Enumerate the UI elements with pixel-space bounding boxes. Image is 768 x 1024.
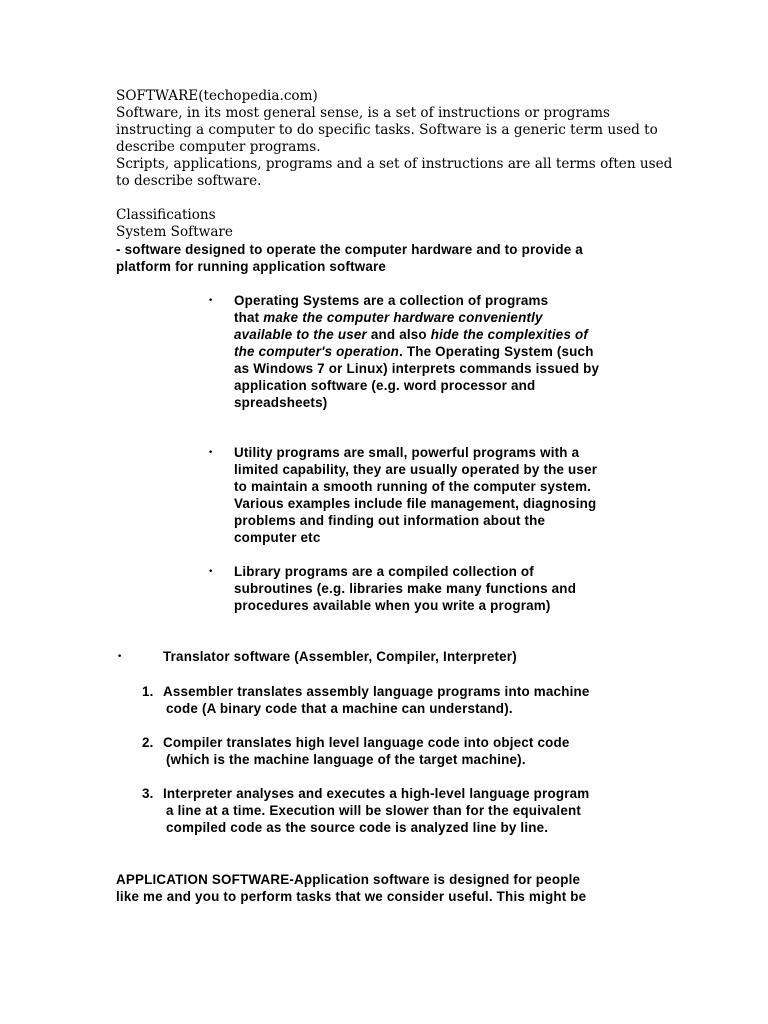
library-line: procedures available when you write a program) — [234, 598, 551, 613]
bullet-icon: • — [208, 296, 214, 306]
system-software-heading: System Software — [116, 224, 233, 240]
os-line: as Windows 7 or Linux) interprets commands issued by — [234, 361, 600, 376]
title-source: (techopedia.com) — [198, 88, 318, 104]
utility-line: limited capability, they are usually operated by the user — [234, 462, 598, 477]
translator-item-line: Interpreter analyses and executes a high-level language program — [163, 786, 590, 801]
system-software-description: platform for running application software — [116, 259, 387, 274]
title-main: SOFTWARE — [116, 88, 199, 104]
document-title — [116, 88, 318, 105]
utility-line: Utility programs are small, powerful programs with a — [234, 445, 580, 460]
os-line: spreadsheets) — [234, 395, 328, 410]
os-emphasis: make the computer hardware conveniently — [263, 310, 543, 325]
bullet-icon: • — [208, 567, 214, 577]
application-line: APPLICATION SOFTWARE-Application software is designed for people — [116, 872, 581, 887]
classifications-heading: Classifications — [116, 207, 216, 223]
library-line: Library programs are a compiled collection of — [234, 564, 534, 579]
list-number: 2. — [142, 735, 154, 750]
intro-line: Software, in its most general sense, is a set of instructions or programs — [116, 105, 610, 121]
translator-item-line: compiled code as the source code is analyzed line by line. — [166, 820, 549, 835]
bullet-icon: • — [208, 448, 214, 458]
os-line — [234, 343, 594, 360]
translator-item-line: (which is the machine language of the target machine). — [166, 752, 526, 767]
utility-line: computer etc — [234, 530, 321, 545]
application-line: like me and you to perform tasks that we consider useful. This might be — [116, 889, 587, 904]
os-emphasis: the computer's operation — [234, 344, 399, 359]
os-line — [234, 326, 588, 343]
system-software-description: - software designed to operate the computer hardware and to provide a — [116, 242, 583, 257]
translator-item-line: a line at a time. Execution will be slower than for the equivalent — [166, 803, 582, 818]
os-line: Operating Systems are a collection of programs — [234, 293, 549, 308]
os-emphasis: available to the user — [234, 327, 367, 342]
translator-item-line: Assembler translates assembly language programs into machine — [163, 684, 590, 699]
intro-line: describe computer programs. — [116, 139, 321, 155]
intro-line: instructing a computer to do specific tasks. Software is a generic term used to — [116, 122, 658, 138]
os-text: . The Operating System (such — [398, 344, 594, 359]
bullet-icon: • — [117, 652, 123, 662]
utility-line: Various examples include file management, diagnosing — [234, 496, 597, 511]
translator-heading: Translator software (Assembler, Compiler, Interpreter) — [163, 649, 517, 664]
utility-line: to maintain a smooth running of the computer system. — [234, 479, 592, 494]
os-text: and also — [366, 327, 431, 342]
os-line: application software (e.g. word processor and — [234, 378, 536, 393]
list-number: 1. — [142, 684, 154, 699]
library-line: subroutines (e.g. libraries make many functions and — [234, 581, 577, 596]
os-line — [234, 309, 543, 326]
list-number: 3. — [142, 786, 154, 801]
os-text: that — [234, 310, 264, 325]
utility-line: problems and finding out information about the — [234, 513, 546, 528]
translator-item-line: code (A binary code that a machine can understand). — [166, 701, 513, 716]
translator-item-line: Compiler translates high level language code into object code — [163, 735, 570, 750]
os-emphasis: hide the complexities of — [430, 327, 589, 342]
intro-line: Scripts, applications, programs and a set of instructions are all terms often used — [116, 156, 673, 172]
intro-line: to describe software. — [116, 173, 262, 189]
